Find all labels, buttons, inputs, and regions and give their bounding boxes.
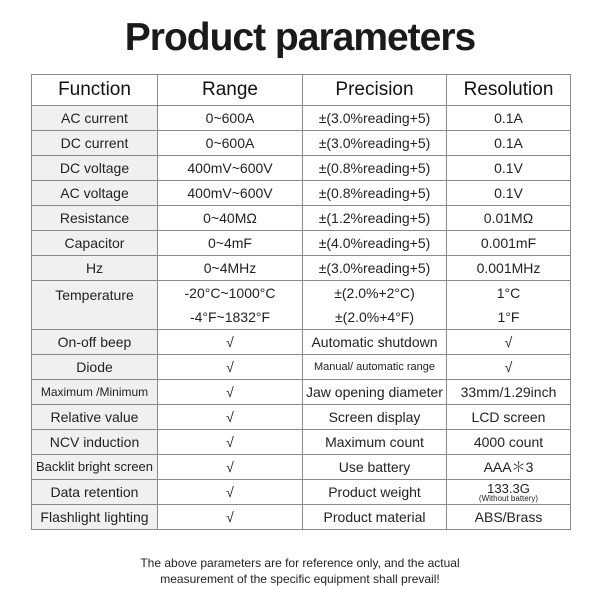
feature-row xyxy=(32,330,571,355)
feature-value: AAA＊3 xyxy=(447,455,571,480)
range-cell: 400mV~600V xyxy=(158,156,303,181)
precision-cell: ±(0.8%reading+5) xyxy=(303,156,447,181)
feature-label: Maximum /Minimum xyxy=(32,380,158,405)
precision-cell: ±(2.0%+2°C) xyxy=(303,281,447,306)
precision-cell: ±(4.0%reading+5) xyxy=(303,231,447,256)
function-cell-temperature: Temperature xyxy=(32,281,158,330)
resolution-cell: 1°F xyxy=(447,305,571,330)
check-mark: √ xyxy=(158,430,303,455)
feature-row xyxy=(32,355,571,380)
header-row xyxy=(32,75,571,106)
resolution-cell: 0.1V xyxy=(447,181,571,206)
header-range: Range xyxy=(158,75,303,106)
disclaimer xyxy=(0,555,600,587)
table-row xyxy=(32,156,571,181)
function-cell: AC current xyxy=(32,106,158,131)
feature-label: Automatic shutdown xyxy=(303,330,447,355)
page-title: Product parameters xyxy=(124,16,476,59)
header-resolution: Resolution xyxy=(447,75,571,106)
feature-label: Diode xyxy=(32,355,158,380)
range-cell: 0~600A xyxy=(158,131,303,156)
table-row xyxy=(32,206,571,231)
range-cell: 0~600A xyxy=(158,106,303,131)
header-function: Function xyxy=(32,75,158,106)
feature-label: Jaw opening diameter xyxy=(303,380,447,405)
feature-value: LCD screen xyxy=(447,405,571,430)
check-mark: √ xyxy=(158,380,303,405)
feature-label: Flashlight lighting xyxy=(32,505,158,530)
function-cell: Resistance xyxy=(32,206,158,231)
range-cell: -20°C~1000°C xyxy=(158,281,303,306)
function-cell: DC current xyxy=(32,131,158,156)
temperature-row-celsius xyxy=(32,281,571,306)
feature-row xyxy=(32,430,571,455)
feature-label: Maximum count xyxy=(303,430,447,455)
precision-cell: ±(2.0%+4°F) xyxy=(303,305,447,330)
feature-label: Manual/ automatic range xyxy=(303,355,447,380)
range-cell: 400mV~600V xyxy=(158,181,303,206)
feature-label: Product weight xyxy=(303,480,447,505)
disclaimer-line: The above parameters are for reference only, and the actual xyxy=(140,556,460,570)
function-cell: Capacitor xyxy=(32,231,158,256)
check-mark: √ xyxy=(158,505,303,530)
feature-value: √ xyxy=(447,330,571,355)
feature-value-weight xyxy=(447,480,571,505)
precision-cell: ±(0.8%reading+5) xyxy=(303,181,447,206)
range-cell: 0~4mF xyxy=(158,231,303,256)
function-cell: DC voltage xyxy=(32,156,158,181)
resolution-cell: 0.001MHz xyxy=(447,256,571,281)
check-mark: √ xyxy=(158,405,303,430)
feature-row xyxy=(32,480,571,505)
weight-value: 133.3G xyxy=(487,480,530,496)
disclaimer-line: measurement of the specific equipment shall prevail! xyxy=(160,572,440,586)
resolution-cell: 0.001mF xyxy=(447,231,571,256)
resolution-cell: 0.01MΩ xyxy=(447,206,571,231)
feature-label: Data retention xyxy=(32,480,158,505)
feature-label: Backlit bright screen xyxy=(32,455,158,480)
feature-value: 4000 count xyxy=(447,430,571,455)
feature-label: Product material xyxy=(303,505,447,530)
check-mark: √ xyxy=(158,355,303,380)
feature-value: ABS/Brass xyxy=(447,505,571,530)
table-row xyxy=(32,181,571,206)
precision-cell: ±(3.0%reading+5) xyxy=(303,256,447,281)
feature-value: √ xyxy=(447,355,571,380)
weight-note: (Without battery) xyxy=(478,493,539,503)
precision-cell: ±(1.2%reading+5) xyxy=(303,206,447,231)
table-row xyxy=(32,231,571,256)
table-row xyxy=(32,131,571,156)
feature-label: Relative value xyxy=(32,405,158,430)
range-cell: -4°F~1832°F xyxy=(158,305,303,330)
range-cell: 0~40MΩ xyxy=(158,206,303,231)
feature-label: On-off beep xyxy=(32,330,158,355)
feature-row xyxy=(32,455,571,480)
feature-row xyxy=(32,405,571,430)
feature-row xyxy=(32,505,571,530)
function-cell: AC voltage xyxy=(32,181,158,206)
table-row xyxy=(32,256,571,281)
parameters-table xyxy=(31,74,571,530)
precision-cell: ±(3.0%reading+5) xyxy=(303,106,447,131)
check-mark: √ xyxy=(158,480,303,505)
precision-cell: ±(3.0%reading+5) xyxy=(303,131,447,156)
feature-label: NCV induction xyxy=(32,430,158,455)
check-mark: √ xyxy=(158,455,303,480)
resolution-cell: 0.1A xyxy=(447,131,571,156)
feature-row xyxy=(32,380,571,405)
resolution-cell: 1°C xyxy=(447,281,571,306)
function-cell: Hz xyxy=(32,256,158,281)
check-mark: √ xyxy=(158,330,303,355)
range-cell: 0~4MHz xyxy=(158,256,303,281)
resolution-cell: 0.1V xyxy=(447,156,571,181)
resolution-cell: 0.1A xyxy=(447,106,571,131)
feature-label: Screen display xyxy=(303,405,447,430)
feature-label: Use battery xyxy=(303,455,447,480)
feature-value: 33mm/1.29inch xyxy=(447,380,571,405)
table-row xyxy=(32,106,571,131)
header-precision: Precision xyxy=(303,75,447,106)
